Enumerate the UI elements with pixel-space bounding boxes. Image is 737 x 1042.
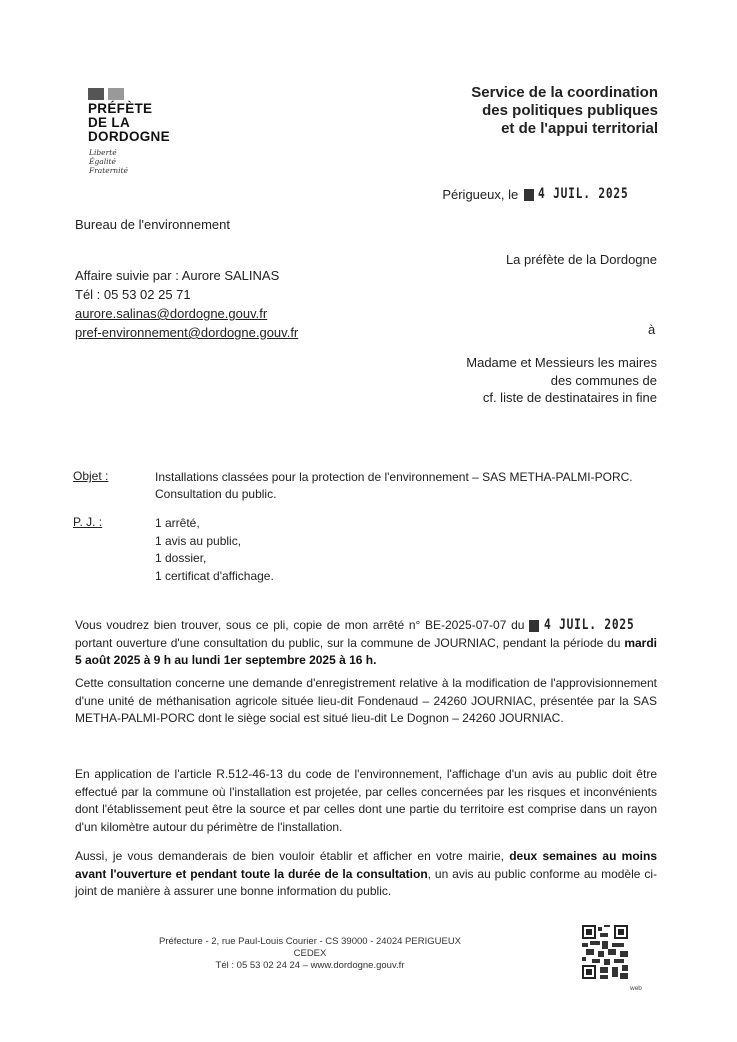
service-line: Service de la coordination bbox=[471, 84, 658, 101]
motto-line: Égalité bbox=[89, 157, 116, 166]
date-line bbox=[442, 186, 651, 202]
paragraph-4 bbox=[75, 848, 657, 901]
qr-label: web bbox=[630, 985, 642, 992]
contact-block bbox=[75, 266, 298, 342]
pj-label: P. J. : bbox=[73, 515, 103, 529]
date-stamp-mark-icon bbox=[529, 620, 539, 632]
text: portant ouverture d'une consultation du public, sur la commune de JOURNIAC, pendant la période du bbox=[75, 635, 625, 650]
motto-line: Liberté bbox=[89, 148, 117, 157]
qr-code-icon[interactable] bbox=[582, 925, 628, 979]
pj-item: 1 arrêté, bbox=[155, 516, 200, 530]
contact-person: Affaire suivie par : Aurore SALINAS bbox=[75, 268, 280, 283]
recipients bbox=[466, 354, 657, 407]
logo-line: DORDOGNE bbox=[88, 129, 170, 144]
date-stamp: 4 JUIL. 2025 bbox=[537, 186, 629, 202]
recipient-line: cf. liste de destinataires in fine bbox=[482, 390, 657, 405]
date-prefix: Périgueux, le bbox=[442, 186, 519, 202]
pj-item: 1 dossier, bbox=[155, 551, 207, 566]
emphasis-text: deux semaines au moins avant l'ouverture et pendant toute la durée de la consultation bbox=[75, 849, 657, 881]
pj-list bbox=[155, 515, 274, 586]
marianne-logo-icon bbox=[88, 88, 124, 100]
recipient-line: Madame et Messieurs les maires bbox=[466, 355, 657, 370]
text: , un avis au public conforme au modèle ci-joint de manière à assurer une bonne information du public. bbox=[75, 866, 658, 898]
to-marker: à bbox=[648, 322, 656, 337]
logo-line: DE LA bbox=[88, 115, 130, 130]
footer bbox=[150, 936, 470, 972]
text: Vous voudrez bien trouver, sous ce pli, copie de mon arrêté n° BE-2025-07-07 du bbox=[75, 618, 525, 632]
objet-label: Objet : bbox=[73, 469, 109, 483]
text: Aussi, je vous demanderais de bien vouloir établir et afficher en votre mairie, bbox=[75, 849, 510, 863]
service-line: des politiques publiques bbox=[482, 102, 658, 119]
sender: La préfète de la Dordogne bbox=[505, 252, 657, 267]
pj-item: 1 certificat d'affichage. bbox=[155, 569, 274, 584]
logo-line: PRÉFÈTE bbox=[88, 101, 153, 116]
contact-email-link[interactable]: aurore.salinas@dordogne.gouv.fr bbox=[75, 306, 268, 321]
paragraph-1 bbox=[75, 617, 657, 670]
objet-text bbox=[155, 469, 633, 503]
objet-line: Consultation du public. bbox=[155, 487, 277, 501]
period-text: mardi 5 août 2025 à 9 h au lundi 1er septembre 2025 à 16 h. bbox=[75, 635, 657, 667]
paragraph-3: En application de l'article R.512-46-13 du code de l'environnement, l'affichage d'un avis au public doit être effectué par la commune où l'installation est projetée, par celles concernées par les risques et inconvénients dont l'établissement peut être la source et par celles dont une partie du territoire est comprise dans un rayon d'un kilomètre autour du périmètre de l'installation. bbox=[75, 767, 657, 834]
footer-address: Préfecture - 2, rue Paul-Louis Courier - CS 39000 - 24024 PERIGUEUX CEDEX bbox=[158, 936, 462, 959]
date-stamp-mark-icon bbox=[524, 189, 534, 201]
bureau-name: Bureau de l'environnement bbox=[75, 217, 230, 232]
paragraph-2: Cette consultation concerne une demande d'enregistrement relative à la modification de l'approvisionnement d'une unité de méthanisation agricole située lieu-dit Fondenaud – 24260 JOURNIAC, présentée par la SAS METHA-PALMI-PORC dont le siège social est situé lieu-dit Le Dognon – 24260 JOURNIAC. bbox=[75, 676, 657, 725]
pj-item: 1 avis au public, bbox=[155, 533, 242, 548]
motto-line: Fraternité bbox=[89, 166, 128, 175]
footer-contact: Tél : 05 53 02 24 24 – www.dordogne.gouv.fr bbox=[215, 960, 405, 971]
service-line: et de l'appui territorial bbox=[501, 120, 658, 137]
prefecture-logo-text bbox=[88, 102, 170, 144]
recipient-line: des communes de bbox=[550, 372, 657, 388]
service-email-link[interactable]: pref-environnement@dordogne.gouv.fr bbox=[75, 325, 299, 340]
objet-line: Installations classées pour la protection de l'environnement – SAS METHA-PALMI-PORC. bbox=[155, 470, 633, 484]
service-title bbox=[471, 84, 658, 138]
contact-phone: Tél : 05 53 02 25 71 bbox=[75, 287, 191, 302]
motto bbox=[89, 148, 128, 175]
date-stamp: 4 JUIL. 2025 bbox=[543, 617, 635, 633]
